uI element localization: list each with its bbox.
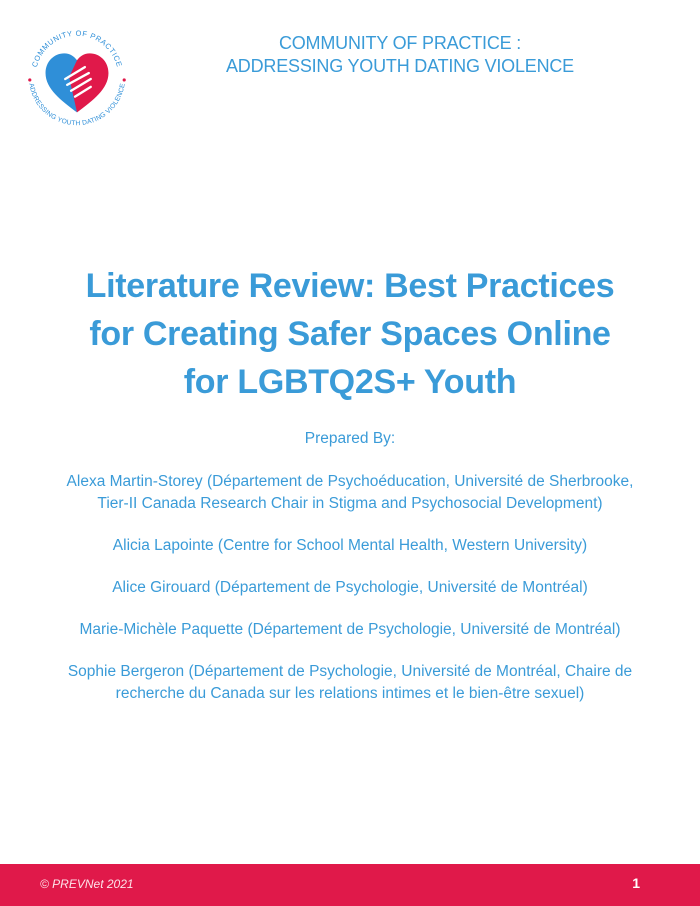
author-line: Alicia Lapointe (Centre for School Mental Health, Western University) [112, 537, 588, 554]
header-line-1: COMMUNITY OF PRACTICE : [278, 33, 522, 53]
author-entry [20, 661, 680, 705]
logo-dot-left [28, 78, 31, 81]
title-line-1: Literature Review: Best Practices [85, 267, 615, 305]
author-entry [20, 619, 680, 641]
logo-dot-right [123, 78, 126, 81]
document-title [20, 262, 680, 406]
title-line-3: for LGBTQ2S+ Youth [183, 363, 517, 401]
logo-ring-text-bottom: ADDRESSING YOUTH DATING VIOLENCE [27, 82, 127, 128]
author-line: Alice Girouard (Département de Psychologie, Université de Montréal) [112, 579, 588, 596]
author-line: Sophie Bergeron (Département de Psychologie, Université de Montréal, Chaire de [67, 663, 633, 680]
page-number: 1 [632, 875, 640, 891]
community-of-practice-logo [18, 18, 136, 136]
author-entry [20, 471, 680, 515]
prepared-by-label: Prepared By: [304, 430, 396, 447]
title-line-2: for Creating Safer Spaces Online [89, 315, 611, 353]
author-list [20, 471, 680, 725]
author-entry [20, 577, 680, 599]
author-line: Tier-II Canada Research Chair in Stigma and Psychosocial Development) [97, 495, 603, 512]
header-line-2: ADDRESSING YOUTH DATING VIOLENCE [226, 56, 574, 76]
organization-header [200, 32, 600, 78]
author-line: Alexa Martin-Storey (Département de Psychoéducation, Université de Sherbrooke, [66, 473, 634, 490]
author-line: recherche du Canada sur les relations intimes et le bien-être sexuel) [115, 685, 585, 702]
logo-ring-text-top: COMMUNITY OF PRACTICE [29, 28, 125, 69]
author-entry [20, 535, 680, 557]
copyright-text: © PREVNet 2021 [40, 877, 134, 891]
author-line: Marie-Michèle Paquette (Département de Psychologie, Université de Montréal) [79, 621, 621, 638]
page-footer [0, 864, 700, 906]
